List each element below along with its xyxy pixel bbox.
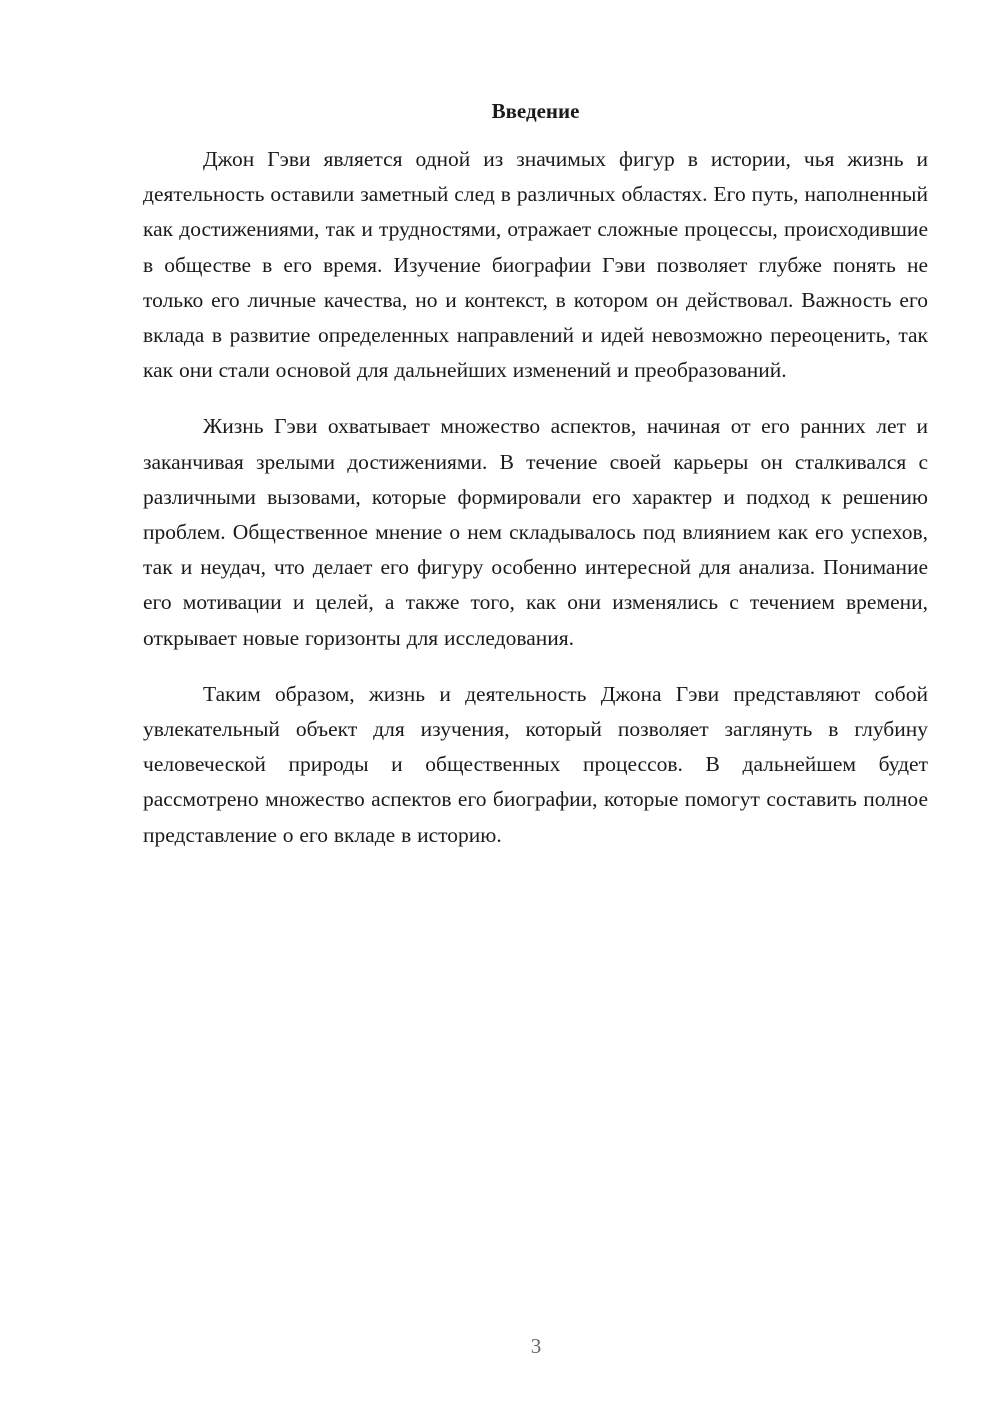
body-text bbox=[143, 142, 928, 874]
paragraph-1: Джон Гэви является одной из значимых фигур в истории, чья жизнь и деятельность оставили заметный след в различных областях. Его путь, наполненный как достижениями, так и трудностями, отражает сложные процессы, происходившие в обществе в его время. Изучение биографии Гэви позволяет глубже понять не только его личные качества, но и контекст, в котором он действовал. Важность его вклада в развитие определенных направлений и идей невозможно переоценить, так как они стали основой для дальнейших изменений и преобразований. bbox=[143, 147, 928, 383]
section-heading: Введение bbox=[491, 99, 580, 123]
paragraph-3: Таким образом, жизнь и деятельность Джона Гэви представляют собой увлекательный объект для изучения, который позволяет заглянуть в глубину человеческой природы и общественных процессов. В дальнейшем будет рассмотрено множество аспектов его биографии, которые помогут составить полное представление о его вкладе в историю. bbox=[143, 681, 928, 847]
page-number: 3 bbox=[530, 1334, 542, 1358]
paragraph-2: Жизнь Гэви охватывает множество аспектов, начиная от его ранних лет и заканчивая зрелыми достижениями. В течение своей карьеры он сталкивался с различными вызовами, которые формировали его характер и подход к решению проблем. Общественное мнение о нем складывалось под влиянием как его успехов, так и неудач, что делает его фигуру особенно интересной для анализа. Понимание его мотивации и целей, а также того, как они изменялись с течением времени, открывает новые горизонты для исследования. bbox=[143, 414, 928, 650]
